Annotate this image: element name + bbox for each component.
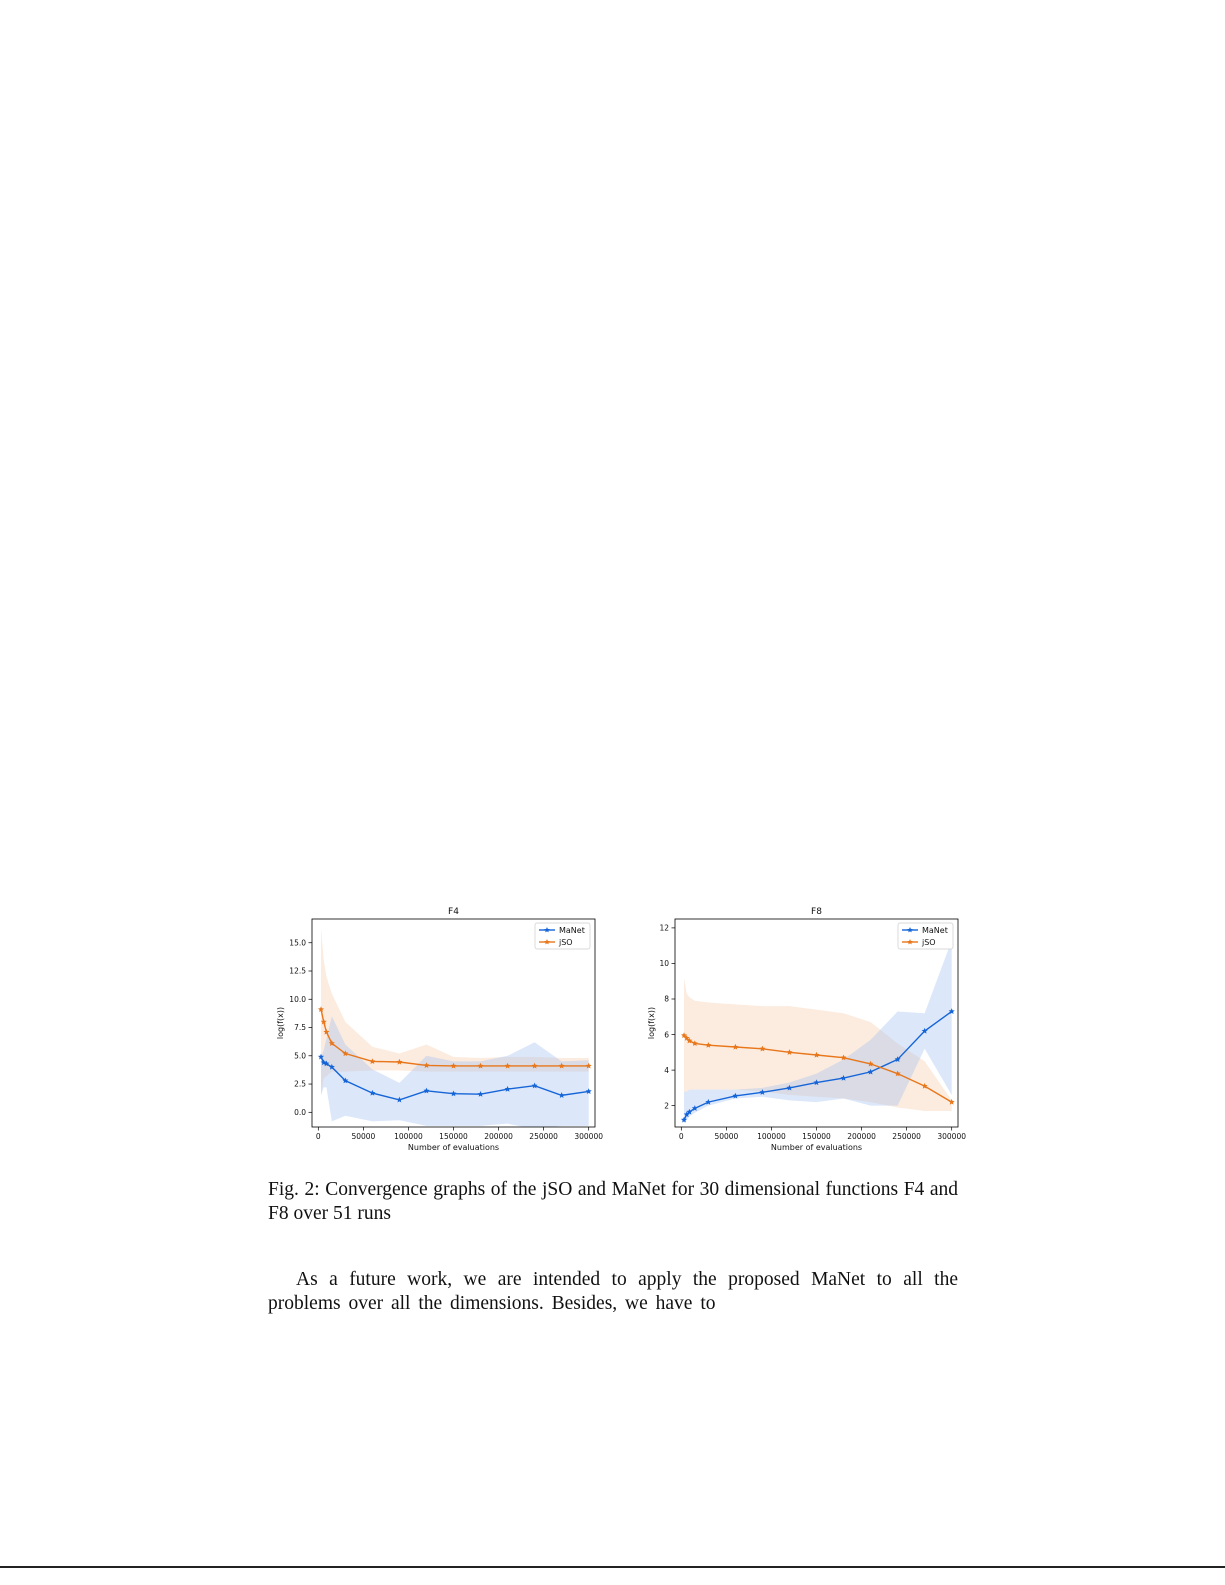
plot-area — [681, 937, 955, 1123]
paragraph-line-1-text: As a future work, we are intended to apply the proposed MaNet to all the — [296, 1269, 958, 1290]
chart-panel-1 — [276, 907, 603, 1152]
x-axis-label: Number of evaluations — [407, 1143, 500, 1152]
page-bottom-rule — [0, 1566, 1225, 1568]
y-axis-label: log(f(x)) — [647, 1006, 656, 1040]
confidence-band-manet — [321, 1016, 589, 1129]
y-tick-label: 12 — [659, 923, 669, 933]
legend-label-jso: jSO — [559, 937, 573, 947]
x-tick-label: 100000 — [757, 1132, 786, 1141]
chart-title: F4 — [448, 907, 459, 917]
x-tick-label: 150000 — [439, 1132, 468, 1141]
chart-panel-2 — [647, 907, 966, 1152]
x-tick-label: 100000 — [394, 1132, 423, 1141]
y-tick-label: 4 — [664, 1065, 669, 1075]
y-tick-label: 15.0 — [289, 938, 306, 948]
x-tick-label: 200000 — [484, 1132, 513, 1141]
x-tick-label: 250000 — [892, 1132, 921, 1141]
legend — [535, 923, 590, 949]
x-tick-label: 250000 — [529, 1132, 558, 1141]
x-tick-label: 200000 — [847, 1132, 876, 1141]
y-tick-label: 8 — [664, 994, 669, 1004]
y-tick-label: 7.5 — [294, 1023, 306, 1033]
legend-label-manet: MaNet — [559, 925, 585, 935]
figure-caption — [268, 1178, 958, 1226]
caption-label: Fig. 2: — [268, 1179, 320, 1200]
x-tick-label: 0 — [315, 1132, 321, 1141]
y-tick-label: 5.0 — [294, 1051, 306, 1061]
legend — [898, 923, 953, 949]
y-tick-label: 12.5 — [289, 966, 306, 976]
paragraph-line-2: problems over all the dimensions. Besides, we have to — [268, 1293, 716, 1314]
y-tick-label: 2 — [664, 1101, 669, 1111]
body-paragraph — [268, 1268, 958, 1316]
x-tick-label: 50000 — [351, 1132, 376, 1141]
x-axis-label: Number of evaluations — [770, 1143, 863, 1152]
legend-label-jso: jSO — [922, 937, 936, 947]
y-tick-label: 0.0 — [294, 1108, 306, 1118]
legend-label-manet: MaNet — [922, 925, 948, 935]
y-tick-label: 10.0 — [289, 994, 306, 1004]
x-tick-label: 300000 — [574, 1132, 604, 1141]
paragraph-line-1 — [268, 1268, 958, 1292]
y-tick-label: 6 — [664, 1030, 669, 1040]
y-tick-label: 10 — [659, 959, 669, 969]
x-tick-label: 50000 — [714, 1132, 739, 1141]
caption-text: Convergence graphs of the jSO and MaNet for 30 dimensional functions F4 and F8 over 51 runs — [268, 1179, 958, 1224]
y-axis-label: log(f(x)) — [276, 1006, 285, 1040]
chart-title: F8 — [811, 907, 822, 917]
x-tick-label: 150000 — [802, 1132, 831, 1141]
x-tick-label: 0 — [678, 1132, 684, 1141]
y-tick-label: 2.5 — [294, 1079, 306, 1089]
plot-area — [318, 925, 592, 1129]
x-tick-label: 300000 — [937, 1132, 967, 1141]
